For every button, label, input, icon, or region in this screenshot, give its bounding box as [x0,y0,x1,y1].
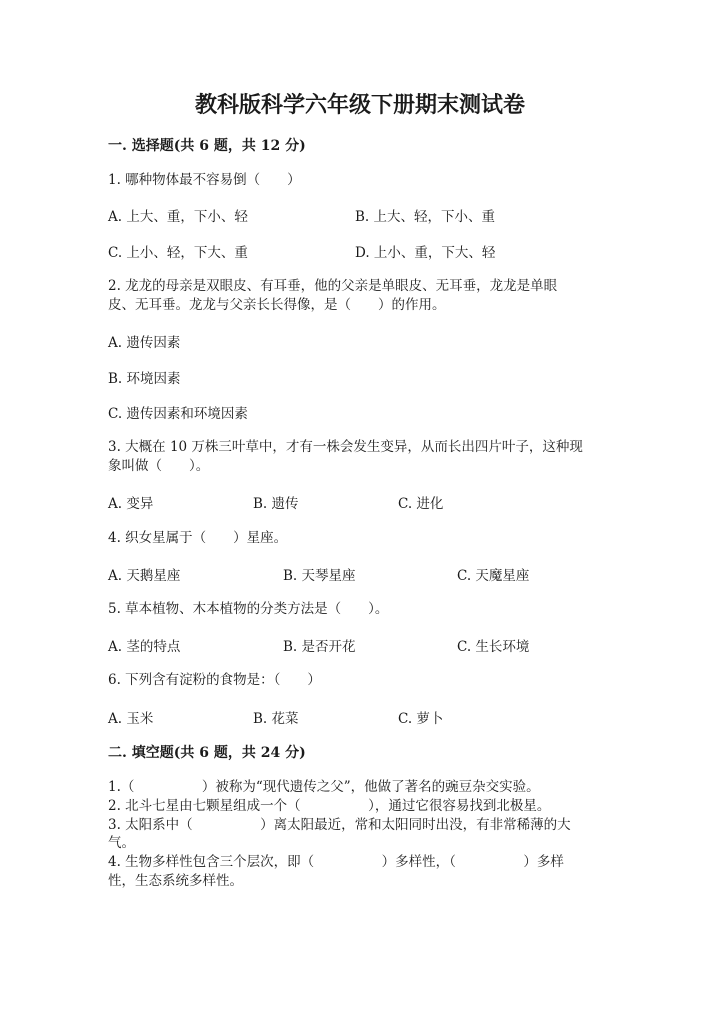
q2-option-c: C. 遗传因素和环境因素 [108,406,248,422]
q1-option-a: A. 上大、重，下小、轻 [108,209,248,225]
q6-option-b: B. 花菜 [253,711,299,727]
q3-option-c: C. 进化 [398,496,444,512]
fill-line-1: 1.（ ）被称为“现代遗传之父”，他做了著名的豌豆杂交实验。 [108,779,540,795]
q3-option-a: A. 变异 [108,496,154,512]
fill-line-3: 3. 太阳系中（ ）离太阳最近，常和太阳同时出没，有非常稀薄的大 [108,817,571,833]
section-heading-choice: 一. 选择题(共 6 题，共 12 分) [108,138,306,154]
q2-option-b: B. 环境因素 [108,371,181,387]
q5-option-a: A. 茎的特点 [108,639,181,655]
q5-option-c: C. 生长环境 [457,639,530,655]
q6-option-a: A. 玉米 [108,711,154,727]
question-6-stem: 6. 下列含有淀粉的食物是：（ ） [108,672,321,688]
fill-line-2: 2. 北斗七星由七颗星组成一个（ ），通过它很容易找到北极星。 [108,798,551,814]
question-1-stem: 1. 哪种物体最不容易倒（ ） [108,172,301,188]
question-3-stem-line1: 3. 大概在 10 万株三叶草中，才有一株会发生变异，从而长出四片叶子，这种现 [108,439,583,455]
fill-line-4: 4. 生物多样性包含三个层次，即（ ）多样性，（ ）多样 [108,854,564,870]
q1-option-d: D. 上小、重，下大、轻 [355,245,496,261]
q4-option-a: A. 天鹅星座 [108,568,181,584]
q4-option-c: C. 天魔星座 [457,568,530,584]
q1-option-c: C. 上小、轻，下大、重 [108,245,248,261]
fill-line-3-cont: 气。 [108,835,135,851]
q5-option-b: B. 是否开花 [283,639,356,655]
q3-option-b: B. 遗传 [253,496,299,512]
q4-option-b: B. 天琴星座 [283,568,356,584]
q6-option-c: C. 萝卜 [398,711,444,727]
question-5-stem: 5. 草本植物、木本植物的分类方法是（ ）。 [108,601,389,617]
question-2-stem-line1: 2. 龙龙的母亲是双眼皮、有耳垂，他的父亲是单眼皮、无耳垂，龙龙是单眼 [108,278,558,294]
fill-line-4-cont: 性，生态系统多样性。 [108,873,243,889]
q1-option-b: B. 上大、轻，下小、重 [355,209,496,225]
page-title: 教科版科学六年级下册期末测试卷 [194,92,525,118]
question-3-stem-line2: 象叫做（ ）。 [108,458,210,474]
question-2-stem-line2: 皮、无耳垂。龙龙与父亲长长得像，是（ ）的作用。 [108,297,446,313]
section-heading-fill: 二. 填空题(共 6 题，共 24 分) [108,745,306,761]
question-4-stem: 4. 织女星属于（ ）星座。 [108,530,288,546]
q2-option-a: A. 遗传因素 [108,335,181,351]
